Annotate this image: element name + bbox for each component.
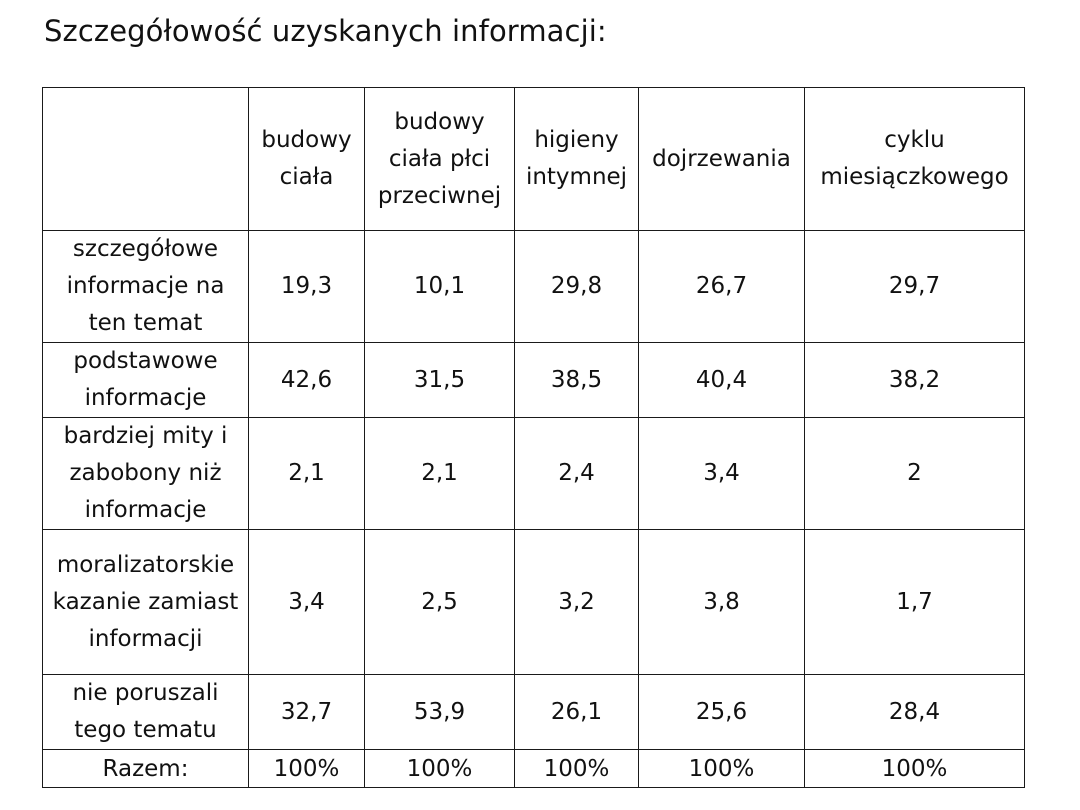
- table-row: [43, 343, 1025, 418]
- total-cell: 100%: [365, 750, 515, 788]
- data-table: [42, 87, 1025, 788]
- page-title: Szczegółowość uzyskanych informacji:: [44, 14, 607, 48]
- table-cell: 32,7: [249, 675, 365, 750]
- table-cell: 42,6: [249, 343, 365, 418]
- table-row: [43, 675, 1025, 750]
- total-cell: 100%: [805, 750, 1025, 788]
- table-cell: 53,9: [365, 675, 515, 750]
- table-cell: 2,4: [515, 418, 639, 530]
- table-cell: 2,1: [249, 418, 365, 530]
- table-cell: 3,2: [515, 530, 639, 675]
- table-cell: 25,6: [639, 675, 805, 750]
- table-cell: 2,5: [365, 530, 515, 675]
- column-header: cyklu miesiączkowego: [805, 88, 1025, 231]
- total-row: [43, 750, 1025, 788]
- total-cell: 100%: [249, 750, 365, 788]
- header-row: [43, 88, 1025, 231]
- column-header: higieny intymnej: [515, 88, 639, 231]
- total-cell: 100%: [639, 750, 805, 788]
- column-header: budowy ciała płci przeciwnej: [365, 88, 515, 231]
- table-cell: 2,1: [365, 418, 515, 530]
- table-cell: 26,7: [639, 231, 805, 343]
- table-cell: 31,5: [365, 343, 515, 418]
- total-label: Razem:: [43, 750, 249, 788]
- table-row: [43, 530, 1025, 675]
- table-cell: 40,4: [639, 343, 805, 418]
- row-label: bardziej mity i zabobony niż informacje: [43, 418, 249, 530]
- row-label: nie poruszali tego tematu: [43, 675, 249, 750]
- row-label: moralizatorskie kazanie zamiast informacji: [43, 530, 249, 675]
- row-label: szczegółowe informacje na ten temat: [43, 231, 249, 343]
- total-cell: 100%: [515, 750, 639, 788]
- table-cell: 29,7: [805, 231, 1025, 343]
- column-header: budowy ciała: [249, 88, 365, 231]
- table-cell: 28,4: [805, 675, 1025, 750]
- table-cell: 3,4: [249, 530, 365, 675]
- table-cell: 26,1: [515, 675, 639, 750]
- table-row: [43, 231, 1025, 343]
- table-row: [43, 418, 1025, 530]
- table-cell: 38,5: [515, 343, 639, 418]
- table-cell: 2: [805, 418, 1025, 530]
- table-cell: 3,8: [639, 530, 805, 675]
- corner-cell: [43, 88, 249, 231]
- table-cell: 19,3: [249, 231, 365, 343]
- table-cell: 38,2: [805, 343, 1025, 418]
- column-header: dojrzewania: [639, 88, 805, 231]
- table-cell: 3,4: [639, 418, 805, 530]
- table-cell: 1,7: [805, 530, 1025, 675]
- row-label: podstawowe informacje: [43, 343, 249, 418]
- table-cell: 29,8: [515, 231, 639, 343]
- table-cell: 10,1: [365, 231, 515, 343]
